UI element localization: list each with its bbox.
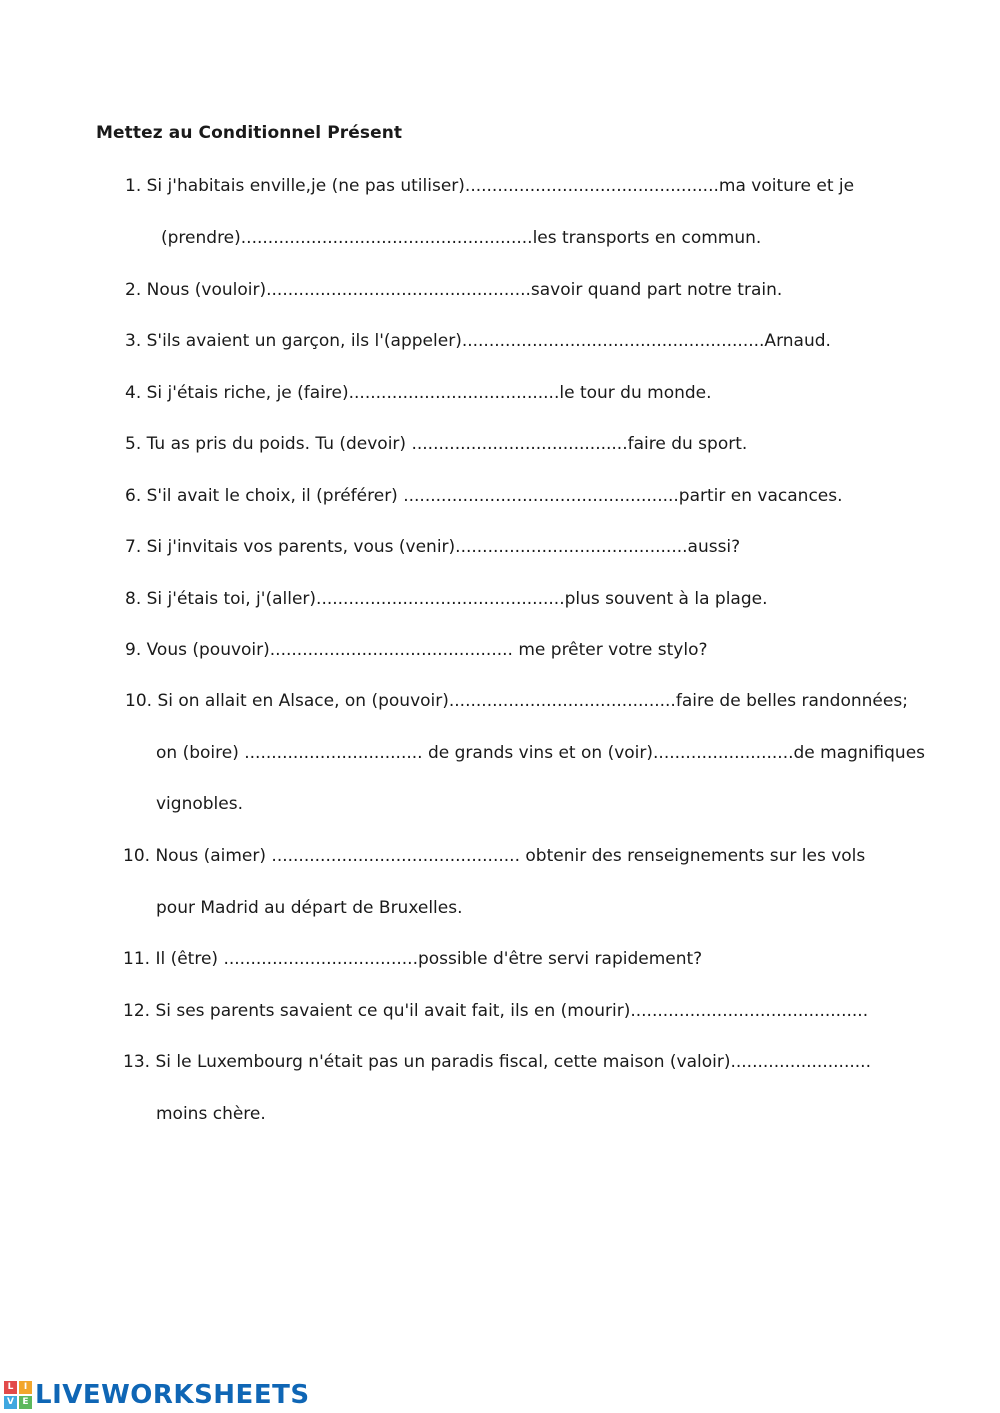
exercise-line-9: 9. Vous (pouvoir)............................................. me prêter votre stylo? [125,640,708,660]
logo-block: V [4,1396,17,1409]
exercise-line-7: 7. Si j'invitais vos parents, vous (venir)...........................................aussi? [125,537,741,557]
exercise-line-1-cont: (prendre)......................................................les transports en commun. [161,228,762,248]
page-title: Mettez au Conditionnel Présent [96,123,403,143]
exercise-line-10b: 10. Nous (aimer) .............................................. obtenir des renseignements sur les vols [123,846,866,866]
exercise-line-10: 10. Si on allait en Alsace, on (pouvoir)..........................................faire de belles randonnées; [125,691,908,711]
exercise-line-6: 6. S'il avait le choix, il (préférer) ...................................................partir en vacances. [125,486,843,506]
exercise-line-12: 12. Si ses parents savaient ce qu'il avait fait, ils en (mourir)............................................ [123,1001,869,1021]
exercise-line-11: 11. Il (être) ....................................possible d'être servi rapidement? [123,949,703,969]
exercise-line-4: 4. Si j'étais riche, je (faire).......................................le tour du monde. [125,383,712,403]
exercise-line-5: 5. Tu as pris du poids. Tu (devoir) ........................................faire du sport. [125,434,748,454]
exercise-line-8: 8. Si j'étais toi, j'(aller)..............................................plus souvent à la plage. [125,589,768,609]
logo-block: L [4,1381,17,1394]
liveworksheets-logo [4,1378,310,1412]
logo-block: I [19,1381,32,1394]
logo-text: LIVEWORKSHEETS [35,1380,310,1410]
logo-blocks-icon [4,1381,32,1409]
logo-block: E [19,1396,32,1409]
exercise-line-10b-cont: pour Madrid au départ de Bruxelles. [156,898,463,918]
exercise-line-3: 3. S'ils avaient un garçon, ils l'(appeler)........................................................Arnaud. [125,331,831,351]
exercise-line-13: 13. Si le Luxembourg n'était pas un paradis fiscal, cette maison (valoir).......................... [123,1052,871,1072]
exercise-line-13-cont: moins chère. [156,1104,266,1124]
exercise-line-10-cont2: vignobles. [156,794,243,814]
exercise-line-10-cont: on (boire) ................................. de grands vins et on (voir)..........................de magnifiques [156,743,926,763]
exercise-line-1: 1. Si j'habitais enville,je (ne pas utiliser)...............................................ma voiture et je [125,176,855,196]
exercise-line-2: 2. Nous (vouloir).................................................savoir quand part notre train. [125,280,783,300]
